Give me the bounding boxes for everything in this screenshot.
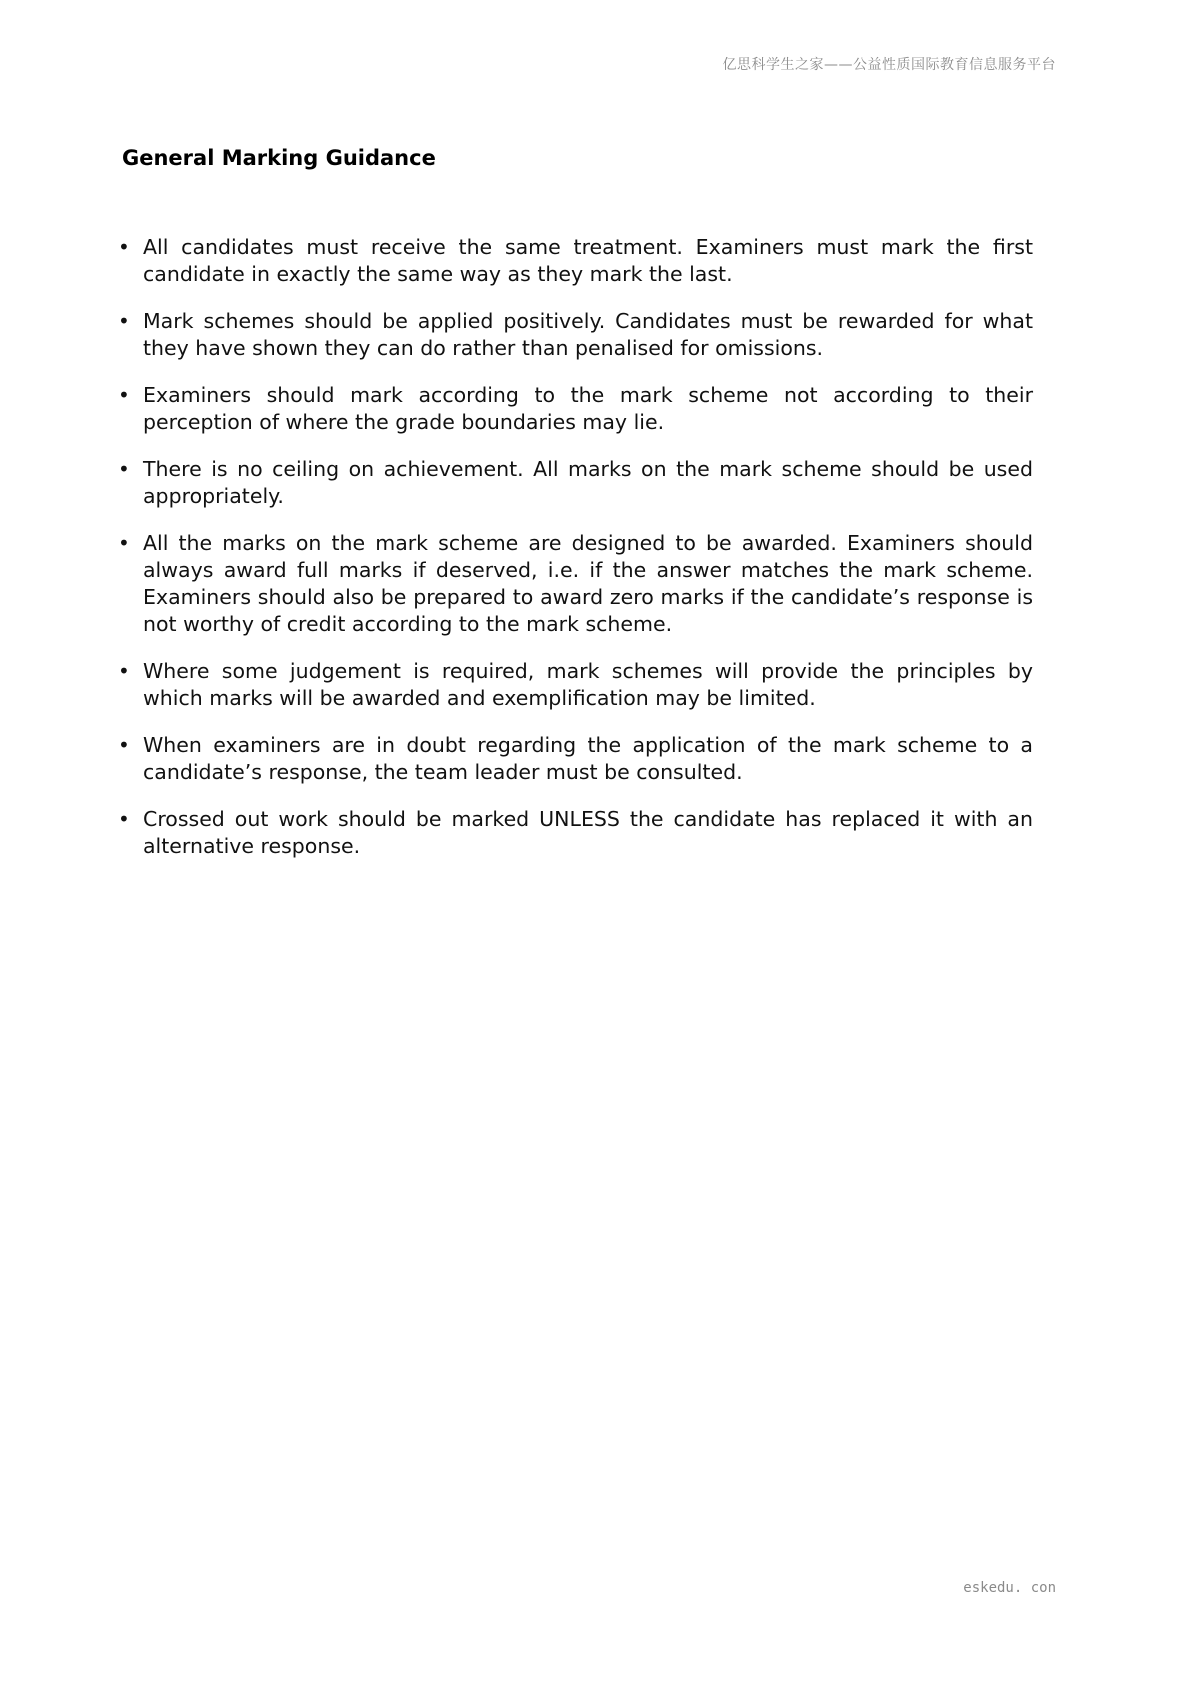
guidance-list <box>118 234 1033 880</box>
list-item-text: All the marks on the mark scheme are designed to be awarded. Examiners should always award full marks if deserved, i.e. if the answer matches the mark scheme. Examiners should also be prepared to award zero marks if the candidate’s response is not worthy of credit according to the mark scheme. <box>143 531 1033 636</box>
list-item <box>118 234 1033 288</box>
header-watermark: 亿思科学生之家——公益性质国际教育信息服务平台 <box>722 57 1056 73</box>
list-item <box>118 456 1033 510</box>
list-item-text: There is no ceiling on achievement. All marks on the mark scheme should be used appropriately. <box>143 457 1033 508</box>
page-title: General Marking Guidance <box>122 146 436 170</box>
footer-watermark: eskedu. con <box>963 1580 1056 1596</box>
list-item-text: Crossed out work should be marked UNLESS the candidate has replaced it with an alternative response. <box>143 807 1033 858</box>
bullet-icon: • <box>118 531 130 555</box>
bullet-icon: • <box>118 659 130 683</box>
list-item <box>118 732 1033 786</box>
list-item <box>118 530 1033 638</box>
list-item <box>118 658 1033 712</box>
bullet-icon: • <box>118 457 130 481</box>
list-item-text: Examiners should mark according to the mark scheme not according to their perception of where the grade boundaries may lie. <box>143 383 1033 434</box>
list-item-text: All candidates must receive the same treatment. Examiners must mark the first candidate in exactly the same way as they mark the last. <box>143 235 1033 286</box>
list-item <box>118 308 1033 362</box>
bullet-icon: • <box>118 733 130 757</box>
list-item-text: Mark schemes should be applied positively. Candidates must be rewarded for what they have shown they can do rather than penalised for omissions. <box>143 309 1033 360</box>
list-item-text: When examiners are in doubt regarding the application of the mark scheme to a candidate’s response, the team leader must be consulted. <box>143 733 1033 784</box>
bullet-icon: • <box>118 383 130 407</box>
bullet-icon: • <box>118 309 130 333</box>
list-item <box>118 806 1033 860</box>
list-item-text: Where some judgement is required, mark schemes will provide the principles by which marks will be awarded and exemplification may be limited. <box>143 659 1033 710</box>
bullet-icon: • <box>118 235 130 259</box>
bullet-icon: • <box>118 807 130 831</box>
list-item <box>118 382 1033 436</box>
